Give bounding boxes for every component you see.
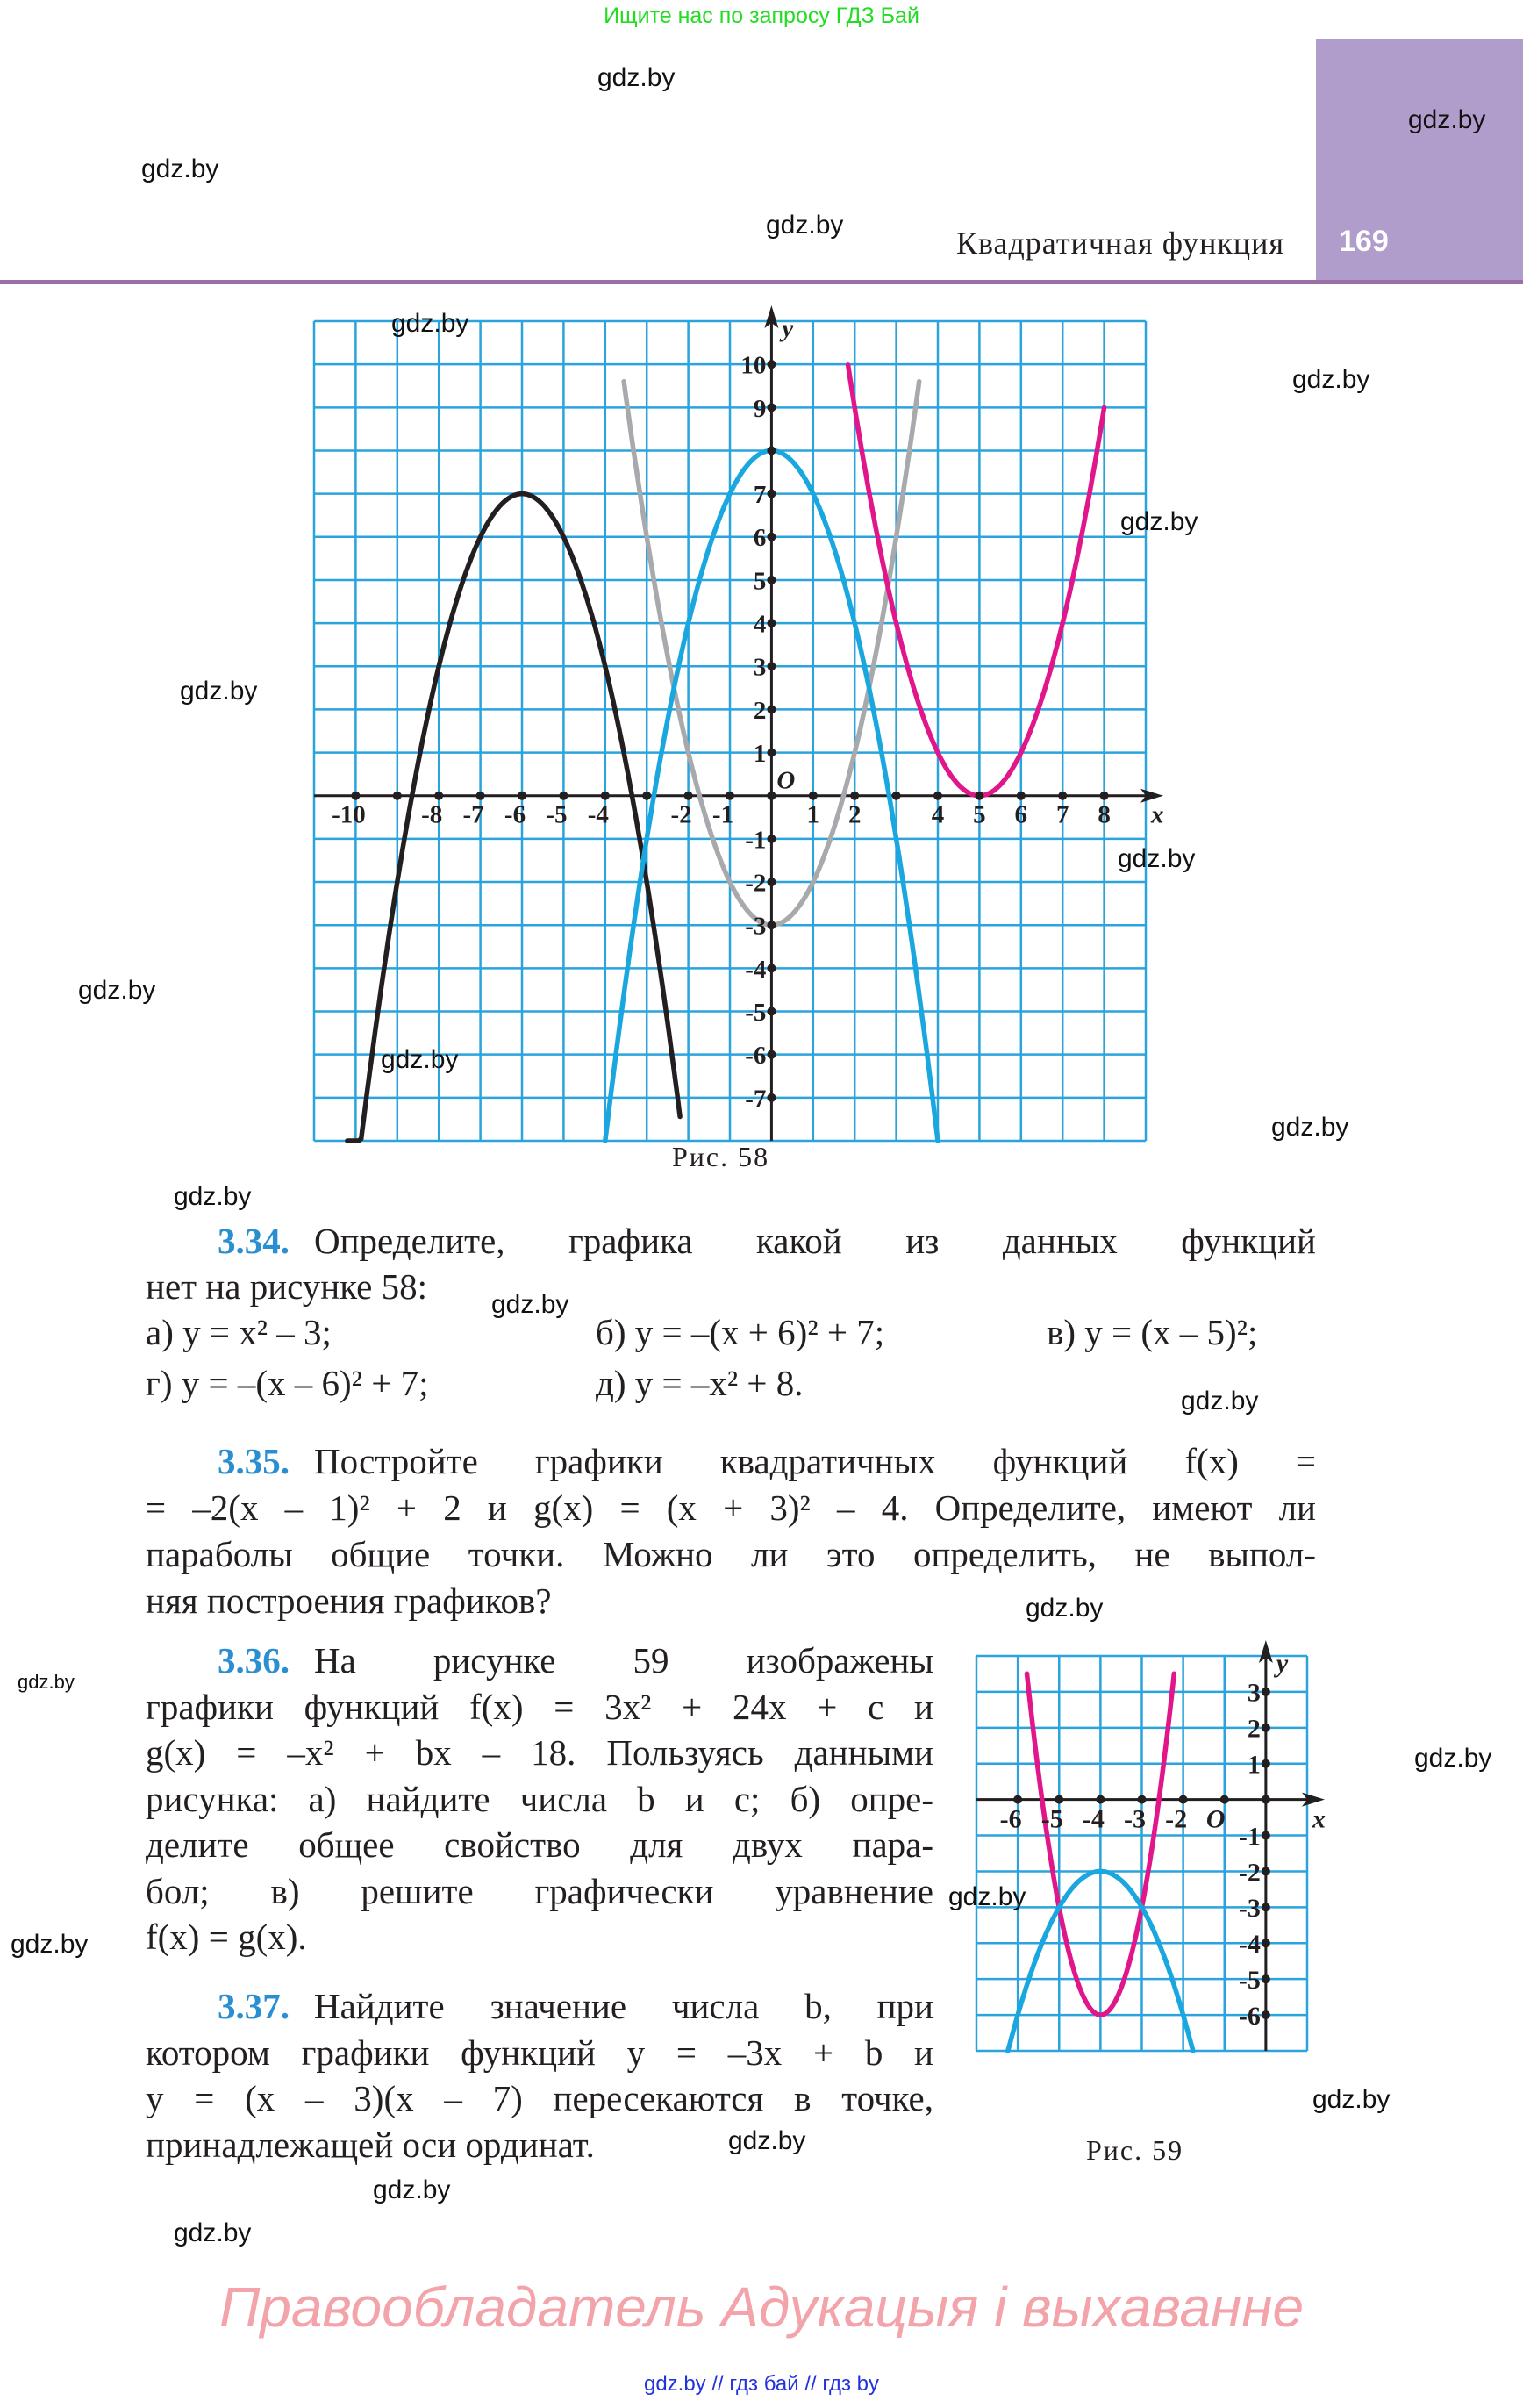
- top-banner-link[interactable]: Ищите нас по запросу ГДЗ Бай: [604, 4, 919, 28]
- answer-option: в) y = (x – 5)²;: [1047, 1312, 1258, 1352]
- x-tick-label: 8: [1098, 800, 1111, 829]
- y-tick-label: -1: [745, 826, 767, 855]
- exercise-text-line: принадлежащей оси ординат.: [146, 2124, 595, 2165]
- x-tick-label: -2: [1165, 1804, 1188, 1834]
- x-tick-label: -5: [546, 800, 568, 829]
- x-tick-dot: [809, 792, 818, 800]
- x-axis-label: x: [1151, 800, 1164, 829]
- y-tick-label: -3: [1238, 1894, 1261, 1924]
- watermark-text: gdz.by: [1414, 1744, 1492, 1773]
- x-tick-label: -10: [332, 800, 366, 829]
- exercise-text-line: Найдите значение числа b, при: [314, 1986, 933, 2026]
- answer-option: а) y = x² – 3;: [146, 1312, 332, 1352]
- x-tick-dot: [601, 792, 610, 800]
- exercise-text-line: нет на рисунке 58:: [146, 1266, 427, 1307]
- watermark-text: gdz.by: [597, 63, 676, 92]
- y-tick-dot: [1262, 1831, 1270, 1840]
- x-tick-dot: [684, 792, 693, 800]
- exercise-text-line: параболы общие точки. Можно ли это определить, не выпол-: [146, 1534, 1316, 1574]
- x-tick-label: -1: [711, 800, 734, 829]
- y-tick-label: -4: [1238, 1930, 1261, 1960]
- x-tick-dot: [1055, 1795, 1063, 1804]
- y-axis-label: y: [782, 314, 794, 343]
- exercise-number: 3.37.: [218, 1986, 290, 2026]
- watermark-text: gdz.by: [1408, 105, 1486, 134]
- x-tick-dot: [850, 792, 859, 800]
- watermark-text: gdz.by: [728, 2126, 806, 2155]
- y-tick-label: 1: [1247, 1750, 1261, 1780]
- y-tick-label: 2: [753, 696, 767, 725]
- answer-option: г) y = –(x – 6)² + 7;: [146, 1363, 429, 1403]
- watermark-text: gdz.by: [766, 211, 844, 240]
- y-tick-dot: [1262, 1724, 1270, 1732]
- exercise-text-line: f(x) = g(x).: [146, 1917, 307, 1957]
- x-tick-dot: [559, 792, 568, 800]
- y-tick-dot: [767, 921, 776, 929]
- watermark-text: gdz.by: [1181, 1387, 1259, 1415]
- y-tick-dot: [767, 705, 776, 713]
- x-tick-label: 4: [931, 800, 945, 829]
- watermark-text: gdz.by: [391, 309, 469, 338]
- watermark-text: gdz.by: [373, 2175, 451, 2204]
- x-tick-label: 7: [1055, 800, 1069, 829]
- y-tick-dot: [767, 490, 776, 498]
- x-tick-dot: [726, 792, 734, 800]
- x-tick-label: 6: [1014, 800, 1028, 829]
- watermark-text: gdz.by: [381, 1045, 459, 1074]
- x-tick-dot: [975, 792, 983, 800]
- y-axis-label: y: [1276, 1649, 1289, 1678]
- y-tick-label: 5: [753, 567, 767, 596]
- watermark-text: gdz.by: [11, 1930, 89, 1959]
- exercise-text-line: бол; в) решите графически уравнение: [146, 1870, 933, 1911]
- y-tick-dot: [767, 792, 776, 800]
- y-tick-label: 2: [1247, 1714, 1261, 1744]
- y-tick-dot: [767, 835, 776, 843]
- exercise-number: 3.34.: [218, 1221, 290, 1261]
- figure-59-caption: Рис. 59: [1086, 2134, 1184, 2166]
- x-tick-label: -4: [587, 800, 609, 829]
- exercise-text-line: графики функций f(x) = 3x² + 24x + c и: [146, 1686, 933, 1727]
- y-tick-dot: [767, 749, 776, 757]
- x-tick-dot: [1100, 792, 1109, 800]
- y-tick-dot: [767, 878, 776, 886]
- watermark-text: gdz.by: [948, 1882, 1026, 1911]
- y-tick-label: -3: [745, 912, 767, 941]
- figure-58-caption: Рис. 58: [672, 1141, 770, 1172]
- y-tick-label: 4: [753, 610, 767, 639]
- y-tick-label: -4: [745, 955, 767, 984]
- y-tick-label: -2: [1238, 1858, 1261, 1888]
- y-tick-dot: [767, 1093, 776, 1102]
- y-tick-label: 3: [1247, 1678, 1261, 1708]
- exercise-text-line: y = (x – 3)(x – 7) пересекаются в точке,: [146, 2078, 933, 2118]
- watermark-text: gdz.by: [1120, 507, 1198, 536]
- exercise-text-line: На рисунке 59 изображены: [314, 1640, 933, 1681]
- x-tick-dot: [393, 792, 402, 800]
- watermark-text: gdz.by: [491, 1290, 569, 1319]
- x-tick-dot: [642, 792, 651, 800]
- x-tick-dot: [476, 792, 485, 800]
- x-tick-dot: [1058, 792, 1067, 800]
- y-tick-label: -6: [745, 1042, 767, 1071]
- watermark-text: gdz.by: [1118, 844, 1196, 873]
- x-axis-label: x: [1312, 1804, 1326, 1834]
- exercise-text-line: делите общее свойство для двух пара-: [146, 1824, 933, 1865]
- x-tick-label: 5: [973, 800, 986, 829]
- y-tick-dot: [767, 403, 776, 412]
- x-tick-dot: [518, 792, 526, 800]
- x-tick-dot: [434, 792, 443, 800]
- footer-links[interactable]: gdz.by // гдз бай // гдз by: [643, 2372, 880, 2396]
- y-tick-label: -1: [1238, 1822, 1261, 1852]
- y-tick-label: -5: [745, 998, 767, 1027]
- running-header-title: Квадратичная функция: [955, 226, 1284, 261]
- watermark-text: gdz.by: [180, 677, 258, 706]
- origin-label: O: [1205, 1804, 1226, 1834]
- x-tick-dot: [1220, 1795, 1229, 1804]
- y-tick-dot: [1262, 1759, 1270, 1768]
- x-tick-dot: [351, 792, 360, 800]
- x-tick-label: -6: [999, 1804, 1022, 1834]
- x-tick-dot: [892, 792, 901, 800]
- figure-59-graph: [976, 1649, 1326, 2051]
- y-tick-dot: [1262, 1688, 1270, 1696]
- watermark-text: gdz.by: [1312, 2085, 1391, 2114]
- x-tick-label: -6: [504, 800, 526, 829]
- exercise-text-line: = –2(x – 1)² + 2 и g(x) = (x + 3)² – 4. Определите, имеют ли: [146, 1487, 1316, 1528]
- y-tick-label: -2: [745, 869, 767, 898]
- watermark-text: gdz.by: [1026, 1594, 1104, 1623]
- y-tick-dot: [767, 662, 776, 670]
- y-tick-dot: [1262, 1974, 1270, 1983]
- y-tick-label: 10: [740, 351, 767, 380]
- x-tick-label: -3: [1124, 1804, 1146, 1834]
- x-tick-label: -5: [1040, 1804, 1063, 1834]
- x-tick-dot: [1179, 1795, 1188, 1804]
- y-tick-label: 3: [753, 653, 767, 682]
- exercise-text-line: котором графики функций y = –3x + b и: [146, 2032, 933, 2073]
- y-tick-dot: [1262, 1903, 1270, 1911]
- x-tick-label: -4: [1082, 1804, 1105, 1834]
- y-tick-dot: [767, 576, 776, 584]
- x-tick-label: -7: [462, 800, 484, 829]
- exercise-text-line: рисунка: а) найдите числа b и c; б) опре-: [146, 1778, 933, 1819]
- x-tick-label: 2: [847, 800, 862, 829]
- y-tick-label: 6: [753, 524, 767, 553]
- y-tick-label: 7: [753, 481, 767, 510]
- exercise-text-line: няя построения графиков?: [146, 1580, 552, 1621]
- y-tick-dot: [767, 446, 776, 455]
- y-tick-dot: [767, 360, 776, 369]
- watermark-text: gdz.by: [174, 2218, 252, 2247]
- watermark-text: gdz.by: [18, 1671, 75, 1693]
- y-tick-label: -5: [1238, 1965, 1261, 1995]
- watermark-text: gdz.by: [1271, 1113, 1349, 1142]
- x-tick-dot: [933, 792, 942, 800]
- exercise-text-line: g(x) = –x² + bx – 18. Пользуясь данными: [146, 1732, 933, 1773]
- answer-option: д) y = –x² + 8.: [596, 1363, 804, 1403]
- origin-label: O: [776, 766, 796, 795]
- watermark-text: gdz.by: [141, 154, 219, 183]
- watermark-text: gdz.by: [1292, 365, 1370, 394]
- y-tick-dot: [767, 1007, 776, 1016]
- watermark-text: gdz.by: [78, 976, 156, 1005]
- y-tick-dot: [1262, 1795, 1270, 1804]
- exercise-text-line: Постройте графики квадратичных функций f(x) =: [314, 1441, 1316, 1481]
- y-tick-label: 9: [753, 394, 767, 423]
- y-tick-label: -6: [1238, 2001, 1261, 2031]
- answer-option: б) y = –(x + 6)² + 7;: [596, 1312, 885, 1352]
- y-tick-dot: [1262, 1867, 1270, 1875]
- x-tick-dot: [1138, 1795, 1147, 1804]
- y-tick-label: 1: [753, 740, 767, 769]
- y-tick-dot: [1262, 2010, 1270, 2019]
- header-divider: [0, 280, 1523, 284]
- y-tick-dot: [1262, 1939, 1270, 1947]
- watermark-text: gdz.by: [174, 1182, 252, 1211]
- y-tick-label: -7: [745, 1085, 767, 1114]
- x-tick-dot: [1017, 792, 1026, 800]
- exercise-number: 3.35.: [218, 1441, 290, 1481]
- x-tick-dot: [1096, 1795, 1105, 1804]
- y-tick-dot: [767, 964, 776, 972]
- y-tick-dot: [767, 533, 776, 541]
- y-tick-dot: [767, 619, 776, 627]
- x-tick-dot: [1013, 1795, 1022, 1804]
- x-tick-label: -8: [421, 800, 443, 829]
- page-number: 169: [1339, 225, 1389, 258]
- exercise-number: 3.36.: [218, 1640, 290, 1681]
- y-tick-dot: [767, 1050, 776, 1059]
- exercise-text-line: Определите, графика какой из данных функций: [314, 1221, 1316, 1261]
- x-tick-label: 1: [806, 800, 820, 829]
- x-tick-label: -2: [670, 800, 692, 829]
- copyright-notice: Правообладатель Адукацыя і выхаванне: [218, 2275, 1305, 2339]
